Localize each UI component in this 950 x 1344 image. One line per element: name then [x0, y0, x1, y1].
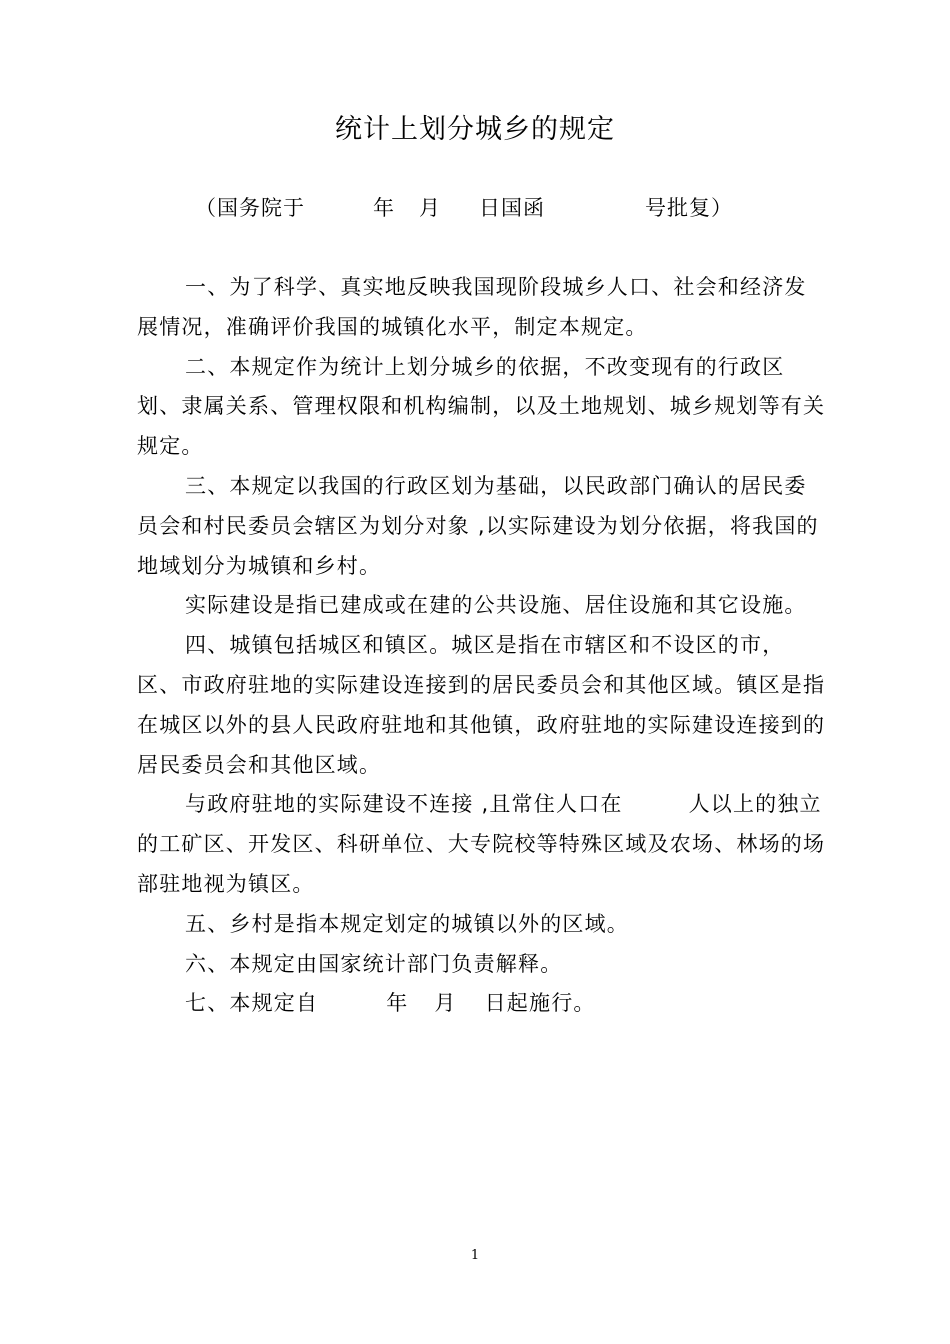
paragraph-special-zones — [137, 785, 827, 904]
paragraph-article-7 — [137, 984, 827, 1024]
special-zones-before: 与政府驻地的实际建设不连接 ,且常住人口在 — [185, 792, 623, 817]
document-body — [137, 268, 827, 1024]
page-number: 1 — [470, 1248, 480, 1263]
special-zones-after: 人以上的独立的工矿区、开发区、科研单位、大专院校等特殊区域及农场、林场的场部驻地视为镇区。 — [137, 792, 826, 896]
paragraph-article-2: 二、本规定作为统计上划分城乡的依据，不改变现有的行政区划、隶属关系、管理权限和机构编制，以及土地规划、城乡规划等有关规定。 — [137, 354, 826, 459]
paragraph-article-4: 四、城镇包括城区和镇区。城区是指在市辖区和不设区的市，区、市政府驻地的实际建设连接到的居民委员会和其他区域。镇区是指在城区以外的县人民政府驻地和其他镇，政府驻地的实际建设连接到的居民委员会和其他区域。 — [137, 633, 826, 777]
approval-note-close: 号批复） — [645, 196, 733, 220]
paragraph-article-3: 三、本规定以我国的行政区划为基础，以民政部门确认的居民委员会和村民委员会辖区为划分对象 ,以实际建设为划分依据，将我国的地域划分为城镇和乡村。 — [137, 473, 819, 578]
approval-note — [195, 192, 733, 224]
document-title: 统计上划分城乡的规定 — [335, 114, 615, 145]
paragraph-article-6: 六、本规定由国家统计部门负责解释。 — [185, 951, 563, 976]
article-7-year: 年 — [386, 991, 409, 1016]
approval-note-month: 月 — [419, 196, 441, 220]
paragraph-actual-construction: 实际建设是指已建成或在建的公共设施、居住设施和其它设施。 — [185, 593, 807, 618]
approval-note-year: 年 — [373, 196, 395, 220]
approval-note-open: （国务院于 — [195, 196, 305, 220]
paragraph-article-1: 一、为了科学、真实地反映我国现阶段城乡人口、社会和经济发展情况，准确评价我国的城镇化水平，制定本规定。 — [137, 275, 807, 339]
article-7-month: 月 — [434, 991, 457, 1016]
paragraph-article-5: 五、乡村是指本规定划定的城镇以外的区域。 — [185, 911, 629, 936]
article-7-end: 日起施行。 — [484, 991, 596, 1016]
article-7-start: 七、本规定自 — [185, 991, 319, 1016]
approval-note-day-ref: 日国函 — [479, 196, 545, 220]
